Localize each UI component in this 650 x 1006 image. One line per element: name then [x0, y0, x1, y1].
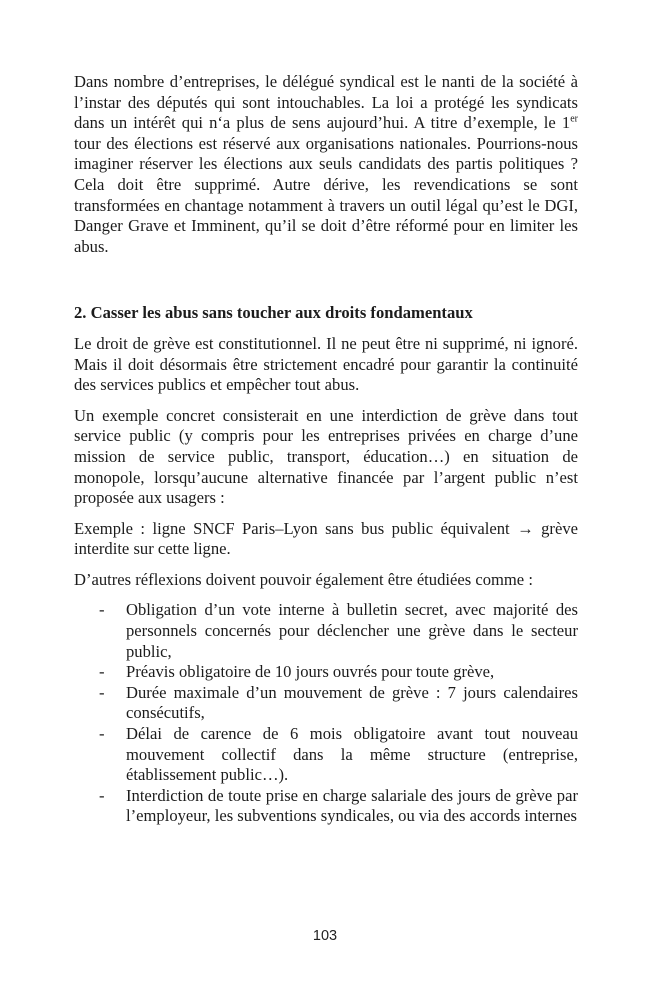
paragraph-delegate-syndical — [74, 72, 578, 257]
page-body — [74, 72, 578, 827]
paragraph-text: Dans nombre d’entreprises, le délégué syndical est le nanti de la société à l’instar des députés qui sont intouchables. La loi a protégé les syndicats dans un intérêt qui n‘a plus de sens aujourd’hui. A titre d’exemple, le 1 — [74, 72, 578, 133]
superscript-er: er — [570, 113, 578, 125]
paragraph-text-continued: tour des élections est réservé aux organisations nationales. Pourrions-nous imaginer réserver les élections aux seuls candidats des partis politiques ? Cela doit être supprimé. Autre dérive, les revendications se sont transformées en chantage notamment à travers un outil légal qu’est le DGI, Danger Grave et Imminent, qu’il se doit d’être réformé pour en limiter les abus. — [74, 133, 578, 256]
list-item — [74, 662, 578, 683]
page-number: 103 — [312, 928, 338, 944]
list-dash: - — [99, 662, 105, 682]
paragraph-right-to-strike: Le droit de grève est constitutionnel. Il ne peut être ni supprimé, ni ignoré. Mais il doit désormais être strictement encadré pour garantir la continuité des services publics et empêcher tout abus. — [74, 333, 578, 395]
list-dash: - — [99, 724, 105, 744]
list-item — [74, 724, 578, 786]
proposal-list — [74, 600, 578, 827]
section-heading: 2. Casser les abus sans toucher aux droits fondamentaux — [74, 303, 473, 323]
list-item-text: Obligation d’un vote interne à bulletin secret, avec majorité des personnels concernés pour déclencher une grève dans le secteur public, — [126, 600, 578, 661]
list-item-text: Préavis obligatoire de 10 jours ouvrés pour toute grève, — [126, 662, 495, 682]
list-item-text: Durée maximale d’un mouvement de grève : 7 jours calendaires consécutifs, — [126, 682, 578, 723]
list-item-text: Interdiction de toute prise en charge salariale des jours de grève par l’employeur, les subventions syndicales, ou via des accords internes — [126, 785, 578, 826]
list-dash: - — [99, 785, 105, 805]
paragraph-sncf-example: Exemple : ligne SNCF Paris–Lyon sans bus public équivalent → grève interdite sur cette ligne. — [74, 518, 578, 559]
list-item-text: Délai de carence de 6 mois obligatoire avant tout nouveau mouvement collectif dans la même structure (entreprise, établissement public…). — [126, 724, 578, 785]
list-dash: - — [99, 600, 105, 620]
list-item — [74, 683, 578, 724]
paragraph-concrete-example: Un exemple concret consisterait en une interdiction de grève dans tout service public (y compris pour les entreprises privées en charge d’une mission de service public, transport, éducation…) en situation de monopole, lorsqu’aucune alternative financée par l’argent public n’est proposée aux usagers : — [74, 405, 578, 508]
paragraph-other-reflections: D’autres réflexions doivent pouvoir également être étudiées comme : — [74, 569, 533, 589]
list-dash: - — [99, 682, 105, 702]
list-item — [74, 600, 578, 662]
list-item — [74, 786, 578, 827]
